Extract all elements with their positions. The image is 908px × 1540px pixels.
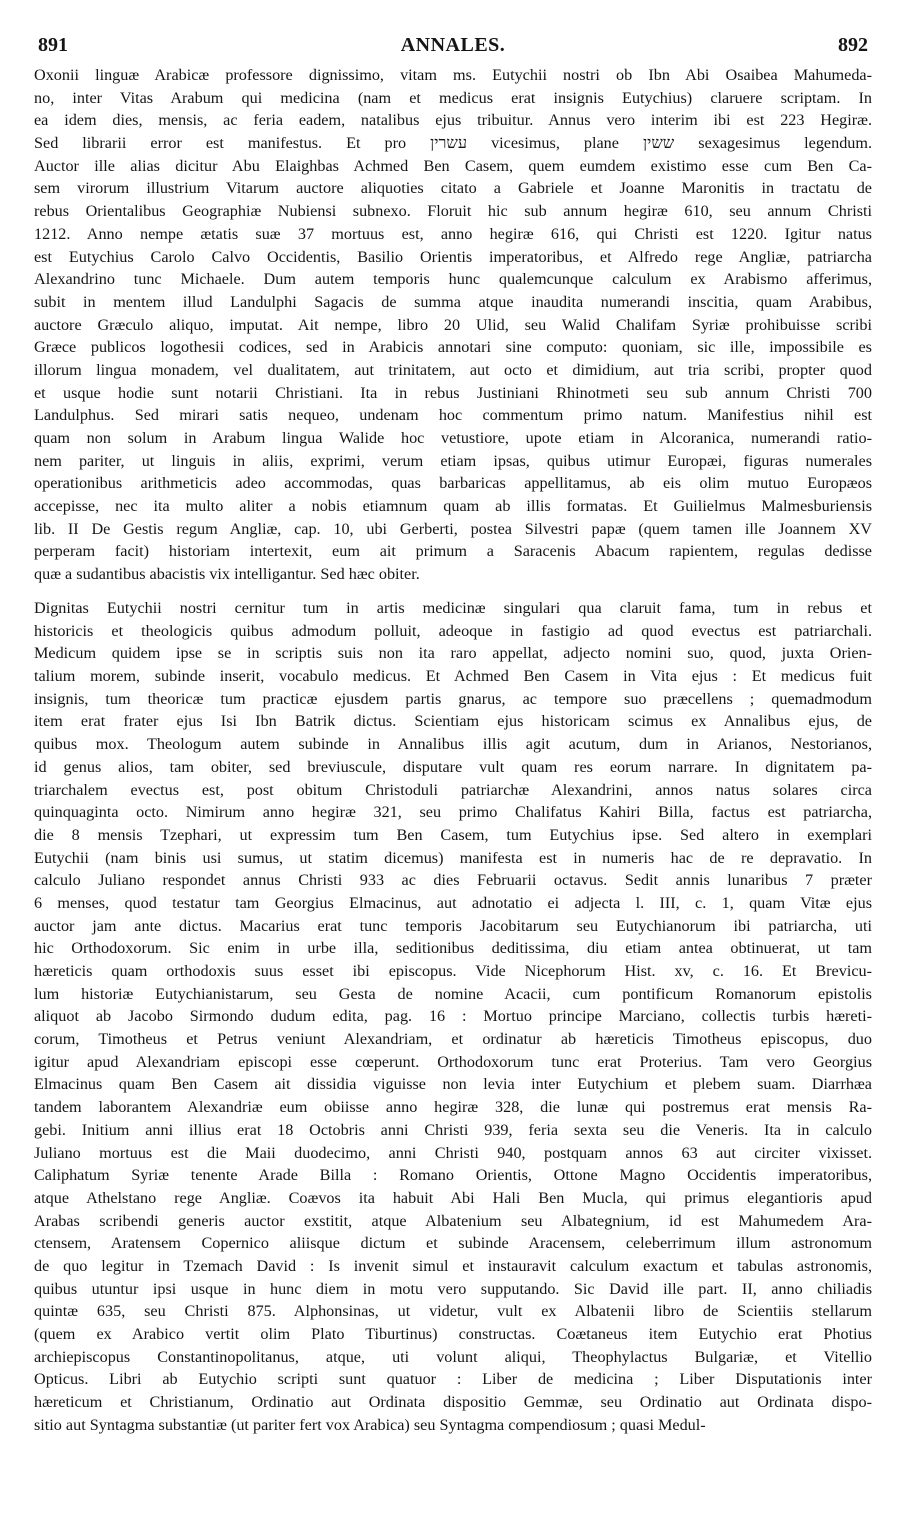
text-line: quinquaginta octo. Nimirum anno hegiræ 321, seu primo Chalifatus Kahiri Billa, factus est patriarcha, — [34, 803, 872, 822]
text-line: talium morem, subinde inserit, vocabulo medicus. Et Achmed Ben Casem in Vita ejus : Et medicus fuit — [34, 667, 872, 686]
text-line: archiepiscopus Constantinopolitanus, atque, uti volunt aliqui, Theophylactus Bulgariæ, et Vitellio — [34, 1347, 872, 1366]
text-line: quintæ 635, seu Christi 875. Alphonsinas, ut videtur, vult ex Albatenii libro de Scientiis stellarum — [34, 1302, 872, 1321]
text-line: triarchalem evectus est, post obitum Christoduli patriarchæ Alexandrini, annos natus solares circa — [34, 780, 872, 799]
text-line: perperam facit) historiam intertexit, eum ait primum a Saracenis Abacum rapientem, regulas dedisse — [34, 542, 872, 561]
page-number-left: 891 — [38, 34, 68, 56]
text-line: nem pariter, ut linguis in aliis, exprimi, verum etiam ipsas, quibus utimur Europæi, figuras numerales — [34, 451, 872, 470]
text-line: Caliphatum Syriæ tenente Arade Billa : Romano Orientis, Ottone Magno Occidentis imperatoribus, — [34, 1166, 872, 1185]
text-line: id genus alios, tam obiter, sed breviuscule, disputare vult quam res eorum narrare. In dignitatem pa- — [34, 757, 872, 776]
text-line: subit in mentem illud Landulphi Sagacis de summa atque inaudita numerandi inscitia, quam Arabibus, — [34, 292, 872, 311]
running-title: ANNALES. — [400, 34, 506, 56]
text-line: Arabas scribendi generis auctor exstitit, atque Albatenium seu Albategnium, id est Mahumedem Ara- — [34, 1211, 872, 1230]
text-line: sem virorum illustrium Vitarum auctore aliquoties citato a Gabriele et Joanne Maronitis in tractatu de — [34, 179, 872, 198]
text-line: insignis, tum theoricæ tum practicæ ejusdem partis gnarus, ac tempore suo præcellens ; quemadmodum — [34, 689, 872, 708]
text-line: Juliano mortuus est die Maii duodecimo, anni Christi 940, postquam annos 63 aut circiter vixisset. — [34, 1143, 872, 1162]
text-line: Græce publicos logothesii codices, sed in Arabicis annotari sine computo: quoniam, sic ille, impossibile es — [34, 338, 872, 357]
text-line: atque Athelstano rege Angliæ. Coævos ita habuit Abi Hali Ben Mucla, qui primus elegantioris apud — [34, 1188, 872, 1207]
text-line: Elmacinus quam Ben Casem ait dissidia viguisse non levia inter Eutychium et plebem suam. Diarrhæa — [34, 1075, 872, 1094]
text-line: tandem laborantem Alexandriæ eum obiisse anno hegiræ 328, die lunæ qui postremus erat mensis Ra- — [34, 1098, 872, 1117]
running-header — [38, 34, 868, 64]
text-line: Eutychii (nam binis usi sumus, ut statim dicemus) manifesta est in numeris hac de re depravatio. In — [34, 848, 872, 867]
text-line: Dignitas Eutychii nostri cernitur tum in artis medicinæ singulari qua claruit fama, tum in rebus et — [34, 599, 872, 617]
text-line: auctor jam ante dictus. Macarius erat tunc temporis Jacobitarum seu Eutychianorum ibi patriarcha, uti — [34, 916, 872, 935]
text-line: aliquot ab Jacobo Sirmondo dudum edita, pag. 16 : Mortuo principe Marciano, collectis turbis hæreti- — [34, 1007, 872, 1026]
text-line: hæreticis quam orthodoxis suus esset ibi episcopus. Vide Nicephorum Hist. xv, c. 16. Et Brevicu- — [34, 962, 872, 980]
text-line: Auctor ille alias dicitur Abu Elaighbas Achmed Ben Casem, quem eumdem existimo esse cum Ben Ca- — [34, 156, 872, 175]
text-line: (quem ex Arabico vertit olim Plato Tiburtinus) constructas. Coætaneus item Eutychio erat Photius — [34, 1325, 872, 1343]
text-line: hic Orthodoxorum. Sic enim in urbe illa, seditionibus deditissima, diu etiam antea obtinuerat, ut tam — [34, 939, 872, 958]
text-line: accepisse, nec ita multo aliter a nobis etiamnum quam ab illis formatas. Et Guilielmus Malmesburiensis — [34, 497, 872, 516]
paragraph-2 — [34, 597, 872, 1436]
text-line: Opticus. Libri ab Eutychio scripti sunt quatuor : Liber de medicina ; Liber Disputationis inter — [34, 1370, 872, 1389]
text-line: calculo Juliano respondet annus Christi 933 ac dies Februarii octavus. Sedit annis lunaribus 7 præter — [34, 871, 872, 890]
text-line: et usque hodie sunt notarii Christiani. Ita in rebus Justiniani Rhinotmeti seu sub annum Christi 700 — [34, 383, 872, 402]
text-line: 6 menses, quod testatur tam Georgius Elmacinus, aut adnotatio ei adjecta l. III, c. 1, quam Vitæ ejus — [34, 893, 872, 912]
paragraph-1 — [34, 64, 872, 586]
text-line: Alexandrino tunc Michaele. Dum autem temporis hunc qualemcunque calculum ex Arabismo afferimus, — [34, 270, 872, 289]
text-line: quibus utuntur ipsi usque in hunc diem in motu vero supputando. Sic David ille part. II, anno chiliadis — [34, 1279, 872, 1298]
text-line: operationibus arithmeticis adeo accommodas, quas barbaricas appellitamus, ab eis olim mutuo Europæos — [34, 474, 872, 493]
text-line: item erat frater ejus Isi Ibn Batrik dictus. Scientiam ejus historicam scimus ex Annalibus ejus, de — [34, 712, 872, 731]
text-line: de quo legitur in Tzemach David : Is invenit simul et instauravit calculum exactum et tabulas astronomis, — [34, 1256, 872, 1275]
text-line: die 8 mensis Tzephari, ut expressim tum Ben Casem, tum Eutychius ipse. Sed altero in exemplari — [34, 825, 872, 844]
text-line: lib. II De Gestis regum Angliæ, cap. 10, ubi Gerberti, postea Silvestri papæ (quem tamen ille Joannem XV — [34, 519, 872, 538]
text-line: quam non solum in Arabum lingua Walide hoc vetustiore, upote etiam in Alcoranica, numerandi ratio- — [34, 429, 872, 447]
text-line: historicis et theologicis quibus admodum polluit, adeoque in fastigio ad quod evectus est patriarchali. — [34, 621, 872, 640]
text-line: Medicum quidem ipse se in scriptis suis non ita raro appellat, adjecto nomini suo, quod, juxta Orien- — [34, 644, 872, 663]
text-line: auctore Græculo aliquo, imputat. Ait nempe, libro 20 Ulid, seu Walid Chalifam Syriæ prohibuisse scribi — [34, 315, 872, 334]
text-line: est Eutychius Carolo Calvo Occidentis, Basilio Orientis imperatoribus, et Alfredo rege Angliæ, patriarcha — [34, 247, 872, 266]
text-line: ctensem, Aratensem Copernico aliisque dictum et subinde Aracensem, celeberrimum illum astronomum — [34, 1234, 872, 1253]
text-line: quibus mox. Theologum autem subinde in Annalibus illis agit acutum, dum in Arianos, Nestorianos, — [34, 735, 872, 754]
text-line: no, inter Vitas Arabum qui medicina (nam et medicus erat insignis Eutychius) claruere scriptam. In — [34, 88, 872, 107]
page-number-right: 892 — [838, 34, 868, 56]
text-line: gebi. Initium anni illius erat 18 Octobris anni Christi 939, feria sexta seu die Veneris. Ita in calculo — [34, 1120, 872, 1139]
text-line: ea idem dies, mensis, ac feria eadem, natalibus ejus tribuitur. Annus vero interim ibi est 223 Hegiræ. — [34, 111, 872, 130]
text-line: corum, Timotheus et Petrus veniunt Alexandriam, et ordinatur ab hæreticis Timotheus episcopus, duo — [34, 1030, 872, 1049]
text-line: Sed librarii error est manifestus. Et pro עשרין vicesimus, plane ששין sexagesimus legendum. — [34, 134, 872, 153]
text-line: sitio aut Syntagma substantiæ (ut pariter fert vox Arabica) seu Syntagma compendiosum ; quasi Medul- — [34, 1415, 706, 1434]
text-line: quæ a sudantibus abacistis vix intelligantur. Sed hæc obiter. — [34, 565, 420, 584]
text-line: 1212. Anno nempe ætatis suæ 37 mortuus est, anno hegiræ 616, qui Christi est 1220. Igitur natus — [34, 224, 872, 243]
text-line: Landulphus. Sed mirari satis nequeo, undenam hoc commentum primo natum. Manifestius nihil est — [34, 406, 872, 425]
text-line: lum historiæ Eutychianistarum, seu Gesta de nomine Acacii, cum pontificum Romanorum epistolis — [34, 984, 872, 1003]
text-line: illorum lingua monadem, vel dualitatem, aut trinitatem, aut octo et dimidium, aut tria scribi, propter quod — [34, 360, 872, 379]
text-line: Oxonii linguæ Arabicæ professore dignissimo, vitam ms. Eutychii nostri ob Ibn Abi Osaibea Mahumeda- — [34, 66, 872, 84]
text-line: rebus Orientalibus Geographiæ Nubiensi subnexo. Floruit hic sub annum hegiræ 610, seu annum Christi — [34, 202, 872, 221]
text-line: igitur apud Alexandriam episcopi esse cœperunt. Orthodoxorum tunc erat Proterius. Tam vero Georgius — [34, 1052, 872, 1071]
text-line: hæreticum et Christianum, Ordinatio aut Ordinata dispositio Gemmæ, seu Ordinatio aut Ordinata dispo- — [34, 1393, 872, 1412]
